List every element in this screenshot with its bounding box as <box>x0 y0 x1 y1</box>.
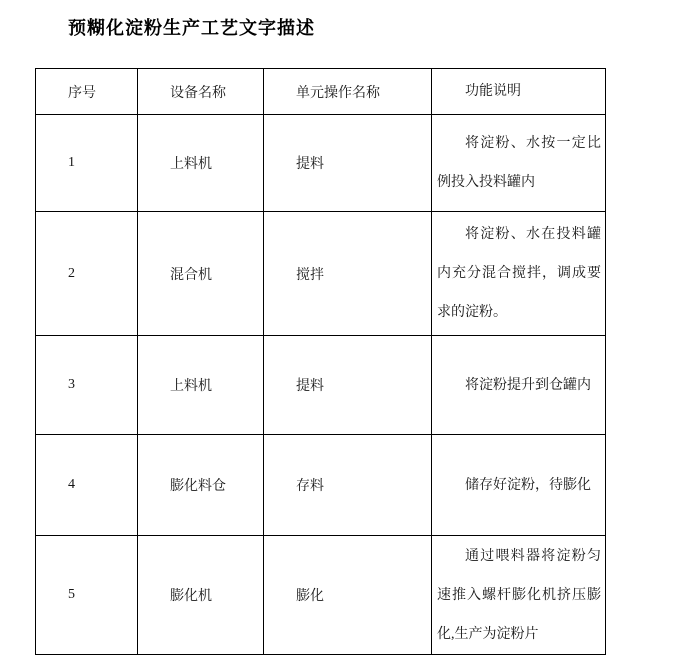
cell-function-description: 通过喂料器将淀粉匀速推入螺杆膨化机挤压膨化,生产为淀粉片 <box>432 536 606 655</box>
table-row <box>36 536 606 655</box>
cell-function-description: 将淀粉、水按一定比例投入投料罐内 <box>432 115 606 212</box>
process-description-table <box>35 68 606 655</box>
table-header-row <box>36 69 606 115</box>
page-title: 预糊化淀粉生产工艺文字描述 <box>68 18 315 38</box>
cell-number: 5 <box>36 536 138 655</box>
cell-number: 1 <box>36 115 138 212</box>
cell-equipment: 上料机 <box>138 115 264 212</box>
table-row <box>36 435 606 536</box>
col-header-function: 功能说明 <box>432 69 606 115</box>
cell-operation: 搅拌 <box>264 212 432 336</box>
table-row <box>36 336 606 435</box>
col-header-operation: 单元操作名称 <box>264 69 432 115</box>
cell-operation: 膨化 <box>264 536 432 655</box>
cell-number: 3 <box>36 336 138 435</box>
cell-operation: 存料 <box>264 435 432 536</box>
cell-equipment: 混合机 <box>138 212 264 336</box>
cell-number: 2 <box>36 212 138 336</box>
col-header-number: 序号 <box>36 69 138 115</box>
cell-number: 4 <box>36 435 138 536</box>
col-header-equipment: 设备名称 <box>138 69 264 115</box>
table-row <box>36 115 606 212</box>
cell-function-description: 将淀粉提升到仓罐内 <box>432 336 606 435</box>
cell-equipment: 膨化料仓 <box>138 435 264 536</box>
cell-equipment: 膨化机 <box>138 536 264 655</box>
table-row <box>36 212 606 336</box>
cell-function-description: 将淀粉、水在投料罐内充分混合搅拌，调成要求的淀粉。 <box>432 212 606 336</box>
cell-function-description: 储存好淀粉，待膨化 <box>432 435 606 536</box>
cell-operation: 提料 <box>264 115 432 212</box>
cell-equipment: 上料机 <box>138 336 264 435</box>
cell-operation: 提料 <box>264 336 432 435</box>
